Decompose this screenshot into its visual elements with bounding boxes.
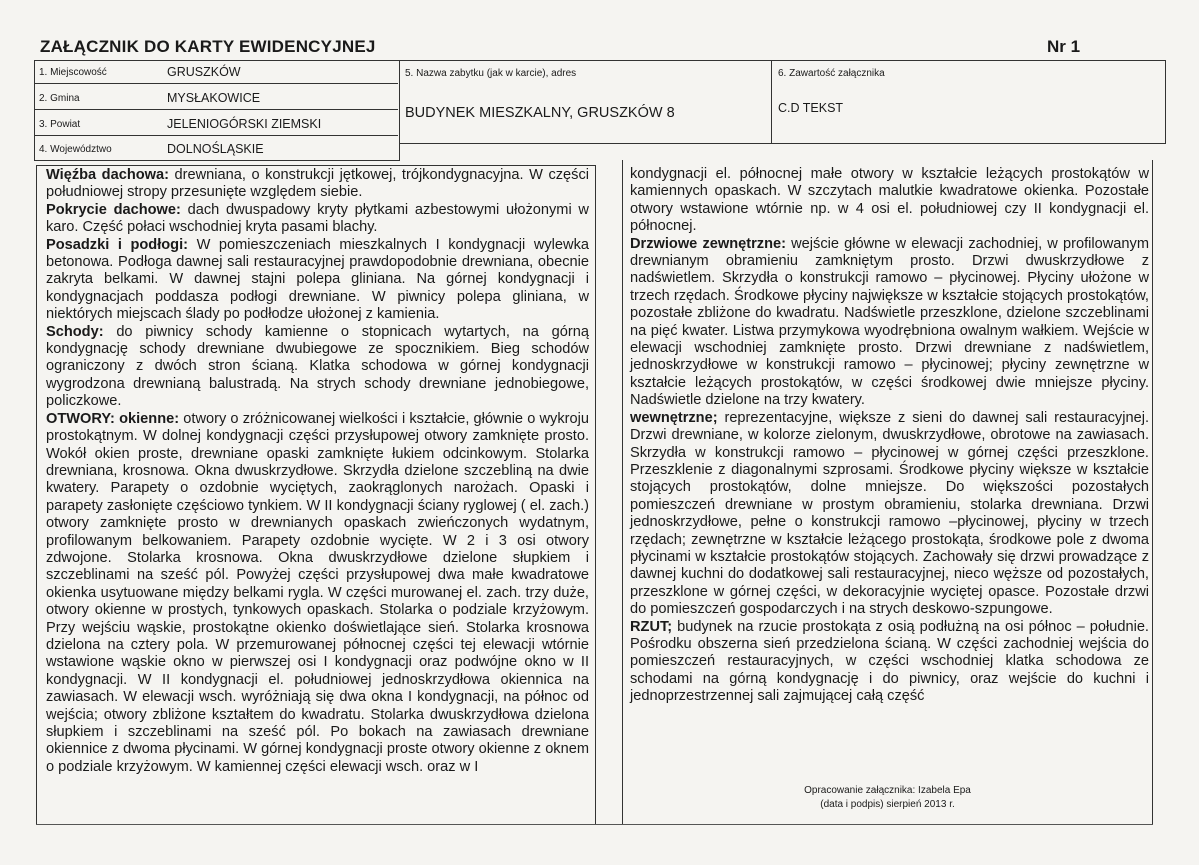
section-heading: Drzwiowe zewnętrzne:: [630, 235, 786, 252]
section-paragraph: [46, 237, 589, 324]
section-heading: Posadzki i podłogi:: [46, 236, 188, 253]
author-note: Opracowanie załącznika: Izabela Epa: [804, 785, 971, 796]
date-signature-note: (data i podpis) sierpień 2013 r.: [820, 799, 955, 810]
field-row-miejscowosc: [34, 61, 398, 84]
attachment-number: Nr 1: [1047, 37, 1081, 56]
field-label: 2. Gmina: [39, 93, 80, 104]
field-value: DOLNOŚLĄSKIE: [167, 142, 264, 156]
section-paragraph: [46, 411, 589, 777]
section-text: budynek na rzucie prostokąta z osią podłużną na osi północ – południe. Pośrodku obszerna sień przedzielona ścianą. W części zachodniej wejścia do pomieszczeń restauracyjnych, w części wschodniej klatka schodowa ze schodami na górną kondygnację i do piwnicy, oraz wejście do kuchni i jednoprzestrzennej sali zajmującej całą część: [630, 618, 1149, 705]
field-value: MYSŁAKOWICE: [167, 91, 261, 105]
section-text: reprezentacyjne, większe z sieni do dawnej sali restauracyjnej. Drzwi drewniane, w kolorze zielonym, dwuskrzydłowe, obrotowe na zawiasach. Skrzydła w konstrukcji ramowo – płycinowej w górnej części przeszklone. Przeszklenie z diagonalnymi szprosami. Środkowe płyciny większe w kształcie stojących prostokątów, dolne mniejsze. Do większości pozostałych pomieszczeń drewniane w prostym obramieniu, stolarka drewniana. Drzwi jednoskrzydłowe, pełne o konstrukcji ramowo –płycinowej, płyciny w trzech rzędach; zewnętrzne w kształcie leżącego prostokąta, środkowe pole z dwoma płycinami w kształcie prostokątów stojących. Zachowały się drzwi prowadzące z dawnej kuchni do dodatkowej sali restauracyjnej, nieco węższe od pozostałych, przeszklone w górnej części, w dekoracyjnie wyciętej opasce. Pozostałe drzwi do pomieszczeń gospodarczych i na strych deskowo-szpungowe.: [630, 409, 1149, 618]
section-heading: OTWORY: okienne:: [46, 410, 180, 427]
section-heading: Więźba dachowa:: [46, 167, 169, 183]
section-text: otwory o zróżnicowanej wielkości i kształcie, głównie o wykroju prostokątnym. W dolnej kondygnacji części przysłupowej otwory zamknięte prosto. Wokół okien proste, drewniane opaski zamknięte łukiem odcinkowym. Stolarka drewniana, krosnowa. Okna dwuskrzydłowe. Skrzydła dzielone szczebliną na dwie kwatery. Parapety o ozdobnie wyciętych, zaokrąglonych narożach. Opaski i parapety zasłonięte częściowo tynkiem. W II kondygnacji ściany ryglowej ( el. zach.) otwory zamknięte prosto w drewnianych opaskach zwieńczonych wydatnym, profilowanym belkowaniem. Parapety ozdobnie wycięte. W 2 i 3 osi otwory zdwojone. Stolarka krosnowa. Okna dwuskrzydłowe dzielone słupkiem i szczeblinami na sześć pól. Powyżej części przysłupowej dwa małe kwadratowe okienka usytuowane między belkami rygla. W części murowanej el. zach. trzy duże, otwory okienne w prostych, tynkowych opaskach. Stolarka o podziale krzyżowym. Przy wejściu wąskie, prostokątne okienko doświetlające sień. Stolarka krosnowa dzielona na cztery pola. W przemurowanej północnej części tej elewacji wtórnie wstawione wąskie okno w pierwszej osi I kondygnacji oraz podwójne okno w II kondygnacji. W II kondygnacji el. południowej jednoskrzydłowa okiennica na zawiasach. W elewacji wsch. wyróżniają się dwa okna I kondygnacji, na północ od wejścia; otwory zbliżone kształtem do kwadratu. Stolarka dwuskrzydłowa dzielona słupkiem i szczeblinami na sześć pól. Po bokach na zawiasach drewniane okiennice z dwoma płycinami. W górnej kondygnacji proste otwory okienne z oknem o podziale krzyżowym. W kamiennej części elewacji wsch. oraz w I: [46, 410, 589, 775]
document-title: ZAŁĄCZNIK DO KARTY EWIDENCYJNEJ: [40, 37, 376, 56]
section-paragraph: [46, 167, 589, 202]
section-paragraph: [630, 236, 1149, 410]
left-text-column: [36, 165, 596, 825]
attachment-content-label: 6. Zawartość załącznika: [778, 68, 885, 79]
field-value: GRUSZKÓW: [167, 65, 241, 79]
field-label: 4. Województwo: [39, 144, 112, 155]
section-heading: Schody:: [46, 323, 104, 340]
section-text: W pomieszczeniach mieszkalnych I kondygnacji wylewka betonowa. Podłoga dawnej sali restauracyjnej prawdopodobnie drewniana, obecnie zakryta belkami. W dawnej stajni polepa gliniana. Na górnej kondygnacji i kondygnacjach poddasza podłogi drewniane. W piwnicy polepa gliniana, w niektórych miejscach ślady po podłodze ułożonej z kamienia.: [46, 236, 589, 323]
section-paragraph: [630, 410, 1149, 619]
right-text-column: [622, 165, 1153, 825]
field-row-gmina: [34, 87, 398, 110]
section-heading: Pokrycie dachowe:: [46, 201, 181, 218]
attachment-content-value: C.D TEKST: [778, 101, 844, 115]
section-text: dach dwuspadowy kryty płytkami azbestowymi ułożonymi w karo. Część połaci wschodniej kryta pasami blachy.: [46, 201, 589, 236]
monument-name-value: BUDYNEK MIESZKALNY, GRUSZKÓW 8: [405, 105, 675, 121]
field-value: JELENIOGÓRSKI ZIEMSKI: [167, 117, 322, 131]
section-text: kondygnacji el. północnej małe otwory w kształcie leżących prostokątów w kamiennych opaskach. W szczytach malutkie kwadratowe okienka. Pozostałe otwory wstawione wtórnie np. w 4 osi el. południowej czy II kondygnacji el. północnej.: [630, 166, 1149, 235]
monument-name-label: 5. Nazwa zabytku (jak w karcie), adres: [405, 68, 577, 79]
field-label: 3. Powiat: [39, 119, 81, 130]
section-text: drewniana, o konstrukcji jętkowej, trójkondygnacyjna. W części południowej stropy przesunięte względem siebie.: [46, 167, 589, 201]
section-heading: RZUT;: [630, 618, 673, 635]
section-text: wejście główne w elewacji zachodniej, w profilowanym drewnianym obramieniu zamkniętym prosto. Drzwi dwuskrzydłowe z nadświetlem. Skrzydła o konstrukcji ramowo – płycinowej. Płyciny ułożone w trzech rzędach. Środkowe płyciny największe w kształcie stojących prostokątów, pozostałe zbliżone do kwadratu. Nadświetle przeszklone, dzielone szczeblinami na pięć kwater. Listwa przymykowa wyodrębniona owalnym wałkiem. Wejście w elewacji wschodniej zamknięte prosto. Drzwi drewniane z nadświetlem, jednoskrzydłowe w konstrukcji ramowo – płycinowej; płyciny zewnętrzne w kształcie leżących prostokątów, w części środkowej dwie mniejsze płyciny. Nadświetle dzielone na trzy kwatery.: [630, 235, 1149, 409]
section-paragraph: [46, 324, 589, 411]
field-row-wojewodztwo: [34, 138, 398, 161]
bottom-rule: [36, 824, 1153, 825]
field-row-powiat: [34, 113, 398, 136]
section-paragraph: [630, 619, 1149, 706]
section-heading: wewnętrzne;: [630, 409, 718, 426]
section-paragraph: [630, 166, 1149, 236]
field-label: 1. Miejscowość: [39, 67, 107, 78]
section-paragraph: [46, 202, 589, 237]
section-text: do piwnicy schody kamienne o stopnicach wytartych, na górną kondygnację schody drewniane dwubiegowe ze spocznikiem. Bieg schodów ograniczony z dwóch stron ścianą. Klatka schodowa w górnej kondygnacji wygrodzona drewnianą balustradą. Na strych schody drewniane jednobiegowe, policzkowe.: [46, 323, 589, 410]
